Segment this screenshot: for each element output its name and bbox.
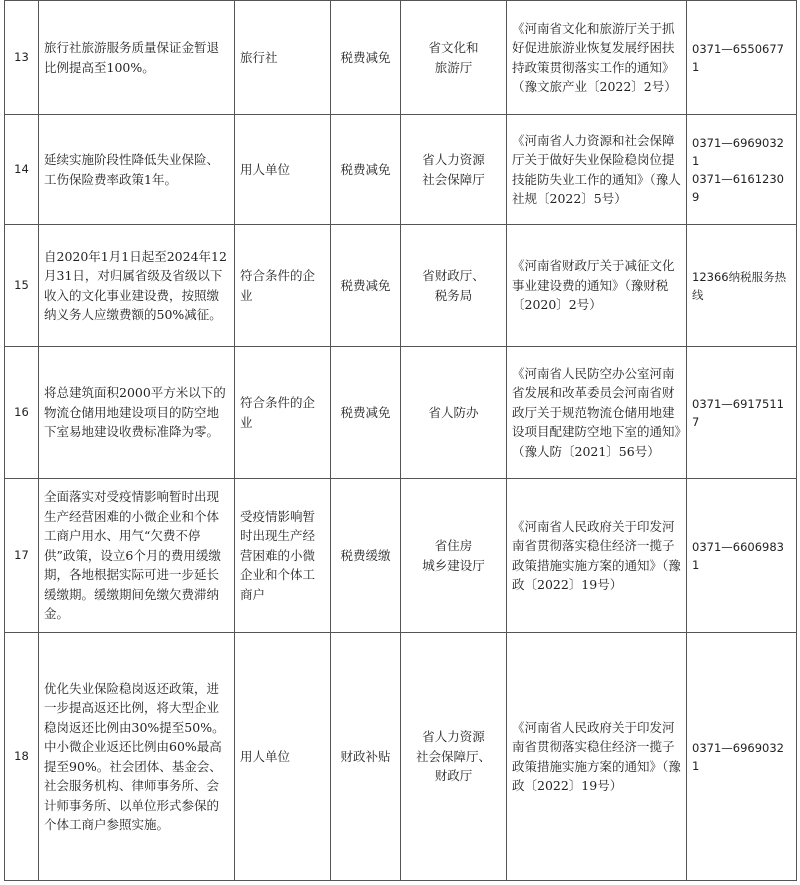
table-row (5, 347, 797, 479)
policy-document: 《河南省人民防空办公室河南省发展和改革委员会河南省财政厅关于规范物流仓储用地建设项目配建防空地下室的通知》（豫人防〔2021〕56号） (507, 347, 687, 479)
target-group: 用人单位 (235, 633, 331, 881)
policy-document: 《河南省文化和旅游厅关于抓好促进旅游业恢复发展纾困扶持政策贯彻落实工作的通知》（豫文旅产业〔2022〕2号） (507, 1, 687, 115)
department: 省人防办 (401, 347, 507, 479)
table-row (5, 115, 797, 225)
table-row (5, 633, 797, 881)
target-group: 符合条件的企业 (235, 347, 331, 479)
policy-type: 税费减免 (331, 1, 401, 115)
policy-type: 税费减免 (331, 347, 401, 479)
department: 省文化和 旅游厅 (401, 1, 507, 115)
department: 省住房 城乡建设厅 (401, 479, 507, 633)
policy-content: 将总建筑面积2000平方米以下的物流仓储用地建设项目的防空地下室易地建设收费标准降为零。 (39, 347, 235, 479)
policy-document: 《河南省人民政府关于印发河南省贯彻落实稳住经济一揽子政策措施实施方案的通知》（豫政〔2022〕19号） (507, 633, 687, 881)
row-number: 14 (5, 115, 39, 225)
target-group: 用人单位 (235, 115, 331, 225)
policy-document: 《河南省人力资源和社会保障厅关于做好失业保险稳岗位提技能防失业工作的通知》（豫人社规〔2022〕5号） (507, 115, 687, 225)
policy-table (4, 0, 797, 881)
row-number: 18 (5, 633, 39, 881)
target-group: 符合条件的企业 (235, 225, 331, 347)
contact-phone: 0371—69690321 0371—61612309 (687, 115, 797, 225)
row-number: 16 (5, 347, 39, 479)
policy-content: 自2020年1月1日起至2024年12月31日，对归属省级及省级以下收入的文化事业建设费，按照缴纳义务人应缴费额的50%减征。 (39, 225, 235, 347)
contact-phone: 0371—66069831 (687, 479, 797, 633)
policy-type: 税费减免 (331, 115, 401, 225)
department: 省人力资源 社会保障厅、 财政厅 (401, 633, 507, 881)
row-number: 13 (5, 1, 39, 115)
policy-content: 优化失业保险稳岗返还政策，进一步提高返还比例，将大型企业稳岗返还比例由30%提至50%。中小微企业返还比例由60%最高提至90%。社会团体、基金会、社会服务机构、律师事务所、会计师事务所、以单位形式参保的个体工商户参照实施。 (39, 633, 235, 881)
contact-phone: 0371—65506771 (687, 1, 797, 115)
target-group: 受疫情影响暂时出现生产经营困难的小微企业和个体工商户 (235, 479, 331, 633)
row-number: 17 (5, 479, 39, 633)
policy-type: 税费减免 (331, 225, 401, 347)
table-row (5, 479, 797, 633)
policy-content: 延续实施阶段性降低失业保险、工伤保险费率政策1年。 (39, 115, 235, 225)
contact-phone: 0371—69690321 (687, 633, 797, 881)
policy-content: 全面落实对受疫情影响暂时出现生产经营困难的小微企业和个体工商户用水、用气“欠费不停供”政策，设立6个月的费用缓缴期，各地根据实际可进一步延长缓缴期。缓缴期间免缴欠费滞纳金。 (39, 479, 235, 633)
policy-type: 财政补贴 (331, 633, 401, 881)
contact-phone: 12366纳税服务热线 (687, 225, 797, 347)
table-row (5, 225, 797, 347)
department: 省财政厅、 税务局 (401, 225, 507, 347)
contact-phone: 0371—69175117 (687, 347, 797, 479)
row-number: 15 (5, 225, 39, 347)
policy-document: 《河南省财政厅关于减征文化事业建设费的通知》（豫财税〔2020〕2号） (507, 225, 687, 347)
department: 省人力资源 社会保障厅 (401, 115, 507, 225)
table-row (5, 1, 797, 115)
policy-type: 税费缓缴 (331, 479, 401, 633)
policy-document: 《河南省人民政府关于印发河南省贯彻落实稳住经济一揽子政策措施实施方案的通知》（豫政〔2022〕19号） (507, 479, 687, 633)
target-group: 旅行社 (235, 1, 331, 115)
policy-content: 旅行社旅游服务质量保证金暂退比例提高至100%。 (39, 1, 235, 115)
